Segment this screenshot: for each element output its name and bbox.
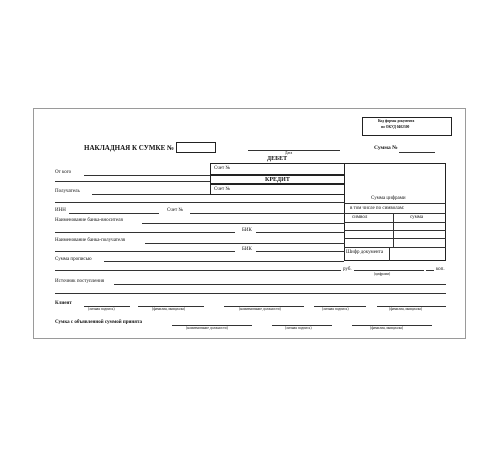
recipient-label: Получатель bbox=[55, 189, 80, 194]
bik-recipient-label: БИК bbox=[242, 247, 252, 252]
credit-header: КРЕДИТ bbox=[265, 176, 290, 183]
date-line[interactable] bbox=[248, 150, 340, 151]
from-label: От кого bbox=[55, 170, 72, 175]
client-sign-caption: (личная подпись) bbox=[88, 307, 115, 311]
bik-sender-label: БИК bbox=[242, 228, 252, 233]
sum-number-line[interactable] bbox=[399, 152, 435, 153]
accepted-label: Сумка с объявленной суммой принята bbox=[55, 320, 143, 325]
cash-bag-invoice-form bbox=[33, 108, 466, 339]
including-symbols: в том числе по символам: bbox=[350, 206, 405, 211]
debit-account-label: Счет № bbox=[214, 166, 231, 171]
form-code-line1: Код формы документа bbox=[378, 119, 415, 123]
client-label: Клиент bbox=[55, 301, 72, 306]
rub-label: руб. bbox=[343, 267, 352, 272]
accepted-name-caption: (фамилия, инициалы) bbox=[370, 326, 404, 330]
bank-recipient-label: Наименование банка-получателя bbox=[55, 238, 125, 243]
credit-account-label: Счет № bbox=[214, 187, 231, 192]
cipher-label: Шифр документа bbox=[346, 250, 384, 255]
accepted-sign-caption: (личная подпись) bbox=[285, 326, 312, 330]
sum-number-label: Сумма № bbox=[374, 145, 398, 151]
digits-caption: (цифрами) bbox=[374, 272, 391, 276]
form-code-line2: по ОКУД 0402300 bbox=[381, 125, 410, 129]
client-name2-caption: (фамилия, инициалы) bbox=[389, 307, 423, 311]
credit-account-box[interactable] bbox=[210, 184, 345, 195]
debit-account-box[interactable] bbox=[210, 163, 345, 175]
debit-header: ДЕБЕТ bbox=[267, 156, 288, 162]
accepted-position-caption: (наименование должности) bbox=[186, 326, 228, 330]
client-name-caption: (фамилия, инициалы) bbox=[152, 307, 186, 311]
inn-label: ИНН bbox=[55, 208, 66, 213]
date-caption: Дата bbox=[285, 151, 293, 155]
kop-label: коп. bbox=[436, 267, 445, 272]
sum-digits-label: Сумма цифрами bbox=[371, 196, 406, 201]
source-label: Источник поступления bbox=[55, 279, 105, 284]
client-position-caption: (наименование должности) bbox=[239, 307, 281, 311]
sum-words-label: Сумма прописью bbox=[55, 257, 92, 262]
inn-account-label: Счет № bbox=[167, 208, 184, 213]
bank-sender-label: Наименование банка-вносителя bbox=[55, 218, 123, 223]
client-sign2-caption: (личная подпись) bbox=[322, 307, 349, 311]
form-title: НАКЛАДНАЯ К СУМКЕ № bbox=[84, 144, 175, 152]
col-symbol: символ bbox=[352, 215, 368, 220]
col-sum: сумма bbox=[410, 215, 424, 220]
bag-number-field[interactable] bbox=[176, 142, 216, 153]
